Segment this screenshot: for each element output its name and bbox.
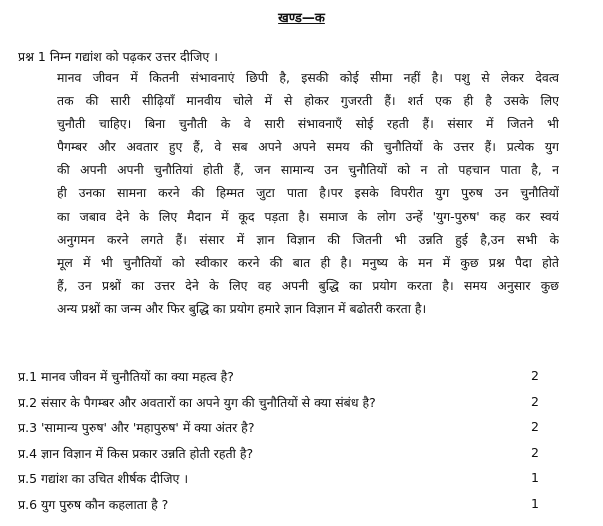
question-row	[18, 496, 558, 522]
section-title-text: खण्ड—क	[278, 11, 325, 26]
passage-line: ही उनका सामना करने की हिम्मत जुटा पाता है।पर इसके विपरीत युग पुरुष उन चुनौतियों	[57, 185, 559, 201]
question-number: प्र.3	[18, 420, 38, 436]
question-text: ज्ञान विज्ञान में किस प्रकार उन्नति होती रहती है?	[41, 445, 254, 461]
section-title	[0, 8, 603, 26]
question-list	[18, 368, 558, 522]
question-number: प्र.6	[18, 496, 38, 512]
question-number: प्र.4	[18, 445, 38, 461]
passage-line: मानव जीवन में कितनी संभावनाएं छिपी है, इसकी कोई सीमा नहीं है। पशु से लेकर देवत्व	[57, 70, 559, 85]
question-marks: 1	[531, 470, 539, 486]
question-text: गद्यांश का उचित शीर्षक दीजिए ।	[41, 471, 189, 487]
passage-line: तक की सारी सीढ़ियाँ मानवीय चोले में से होकर गुजरती हैं। शर्त एक ही है उसके लिए	[57, 93, 559, 109]
question-marks: 2	[531, 419, 539, 435]
passage-line: अनुगमन करने लगते हैं। संसार में ज्ञान विज्ञान की जितनी भी उन्नति हुई है,उन सभी के	[57, 231, 559, 247]
passage-line: अन्य प्रश्नों का जन्म और फिर बुद्धि का प्रयोग हमारे ज्ञान विज्ञान में बढोतरी करता है।	[57, 300, 427, 316]
passage	[57, 66, 559, 320]
question-row	[18, 394, 558, 420]
question-text: संसार के पैगम्बर और अवतारों का अपने युग की चुनौतियों से क्या संबंध है?	[41, 394, 376, 410]
question-row	[18, 445, 558, 471]
passage-line: हैं, उन प्रश्नों का उत्तर देने के लिए वह अपनी बुद्धि का प्रयोग करता है। समय अनुसार कुछ	[57, 277, 559, 293]
question-text: युग पुरुष कौन कहलाता है ?	[41, 496, 169, 512]
passage-line: चुनौती चाहिए। बिना चुनौती के वे सारी संभावनाएँ सोई रहती हैं। संसार में जितने भी	[57, 116, 559, 132]
passage-line: की अपनी अपनी चुनौतियां होती हैं, जन सामान्य उन चुनौतियों को न तो पहचान पाता है, न	[57, 162, 559, 178]
passage-line: पैगम्बर और अवतार हुए हैं, वे सब अपने अपने समय की चुनौतियों के उत्तर हैं। प्रत्येक युग	[57, 139, 559, 155]
question-marks: 1	[531, 495, 539, 511]
question-text: 'सामान्य पुरुष' और 'महापुरुष' में क्या अंतर है?	[41, 420, 255, 436]
question-row	[18, 368, 558, 394]
passage-line: का जबाव देने के लिए मैदान में कूद पड़ता है। समाज के लोग उन्हें 'युग-पुरुष' कह कर स्वयं	[57, 208, 559, 224]
question-text: मानव जीवन में चुनौतियों का क्या महत्व है?	[41, 369, 234, 384]
question-row	[18, 419, 558, 445]
question-number: प्र.5	[18, 471, 38, 487]
question-number: प्र.2	[18, 394, 38, 410]
question-heading: प्रश्न 1 निम्न गद्यांश को पढ़कर उत्तर दीजिए ।	[18, 49, 218, 64]
passage-line: मूल में भी चुनौतियों को स्वीकार करने की बात ही है। मनुष्य के मन में कुछ प्रश्न पैदा होते	[57, 254, 559, 270]
question-row	[18, 470, 558, 496]
question-marks: 2	[531, 393, 539, 409]
question-marks: 2	[531, 368, 539, 383]
question-marks: 2	[531, 444, 539, 460]
question-number: प्र.1	[18, 369, 38, 384]
